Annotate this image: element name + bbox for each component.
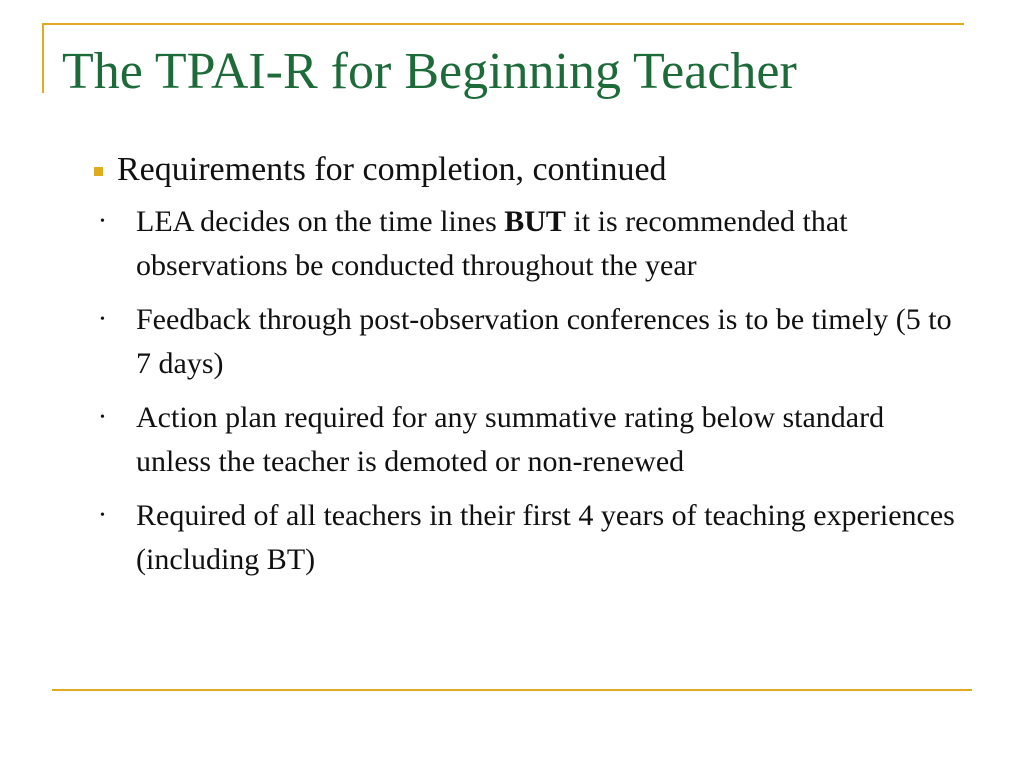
dot-bullet-icon: • xyxy=(100,214,105,229)
sub-bullet-list xyxy=(90,200,980,582)
sub-bullet-text-before: LEA decides on the time lines xyxy=(136,205,505,238)
sub-bullet-text-after: it is recommended that observations be conducted throughout the year xyxy=(136,205,848,282)
sub-bullet-text: Required of all teachers in their first 4 years of teaching experiences (including BT) xyxy=(136,499,955,576)
square-bullet-icon xyxy=(94,167,103,176)
sub-bullet-item xyxy=(98,396,980,484)
sub-bullet-item xyxy=(98,494,980,582)
frame-left-rule xyxy=(42,23,44,93)
sub-bullet-text: Action plan required for any summative rating below standard unless the teacher is demoted or non-renewed xyxy=(136,401,885,478)
sub-bullet-text: Feedback through post-observation conferences is to be timely (5 to 7 days) xyxy=(136,303,952,380)
dot-bullet-icon: • xyxy=(100,508,105,523)
slide-title: The TPAI-R for Beginning Teacher xyxy=(62,43,797,100)
dot-bullet-icon: • xyxy=(100,410,105,425)
footer-rule xyxy=(52,689,972,691)
frame-top-rule xyxy=(42,23,964,25)
sub-bullet-text xyxy=(136,200,980,288)
slide-body xyxy=(90,148,980,592)
main-bullet-text: Requirements for completion, continued xyxy=(117,151,667,188)
sub-bullet-emphasis: BUT xyxy=(504,205,566,238)
sub-bullet-item xyxy=(98,298,980,386)
dot-bullet-icon: • xyxy=(100,312,105,327)
main-bullet xyxy=(90,148,980,192)
sub-bullet-item xyxy=(98,200,980,288)
